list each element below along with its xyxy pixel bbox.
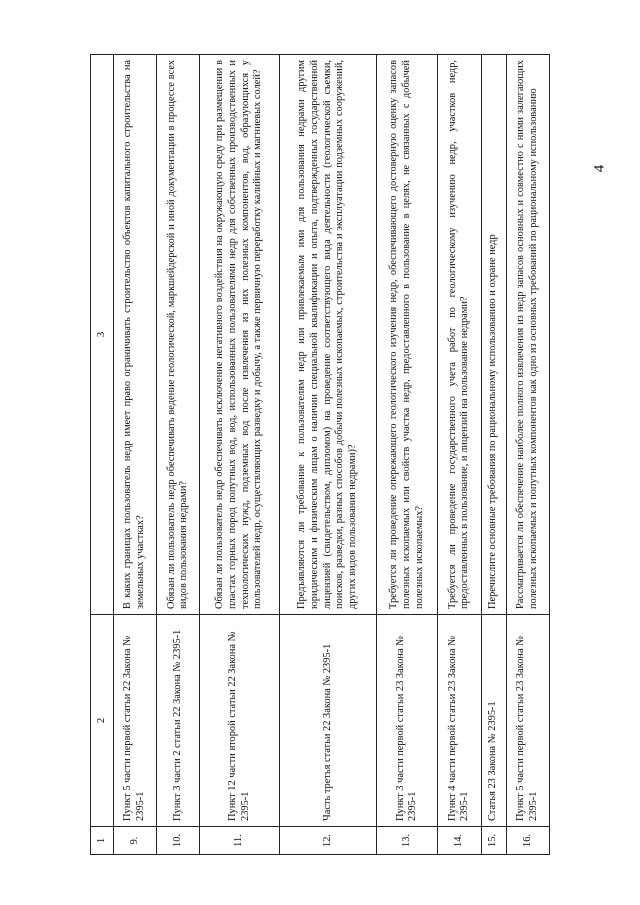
- table-row: [279, 55, 376, 855]
- table-row: [481, 55, 506, 855]
- question-text: Обязан ли пользователь недр обеспечивать ведение геологической, маркшейдерской и иной документации в процессе всех видов пользования недрами?: [157, 55, 200, 615]
- row-number: 9.: [114, 827, 157, 855]
- question-text: Требуется ли проведение опережающего геологического изучения недр, обеспечивающего достоверную оценку запасов полезных ископаемых или свойств участка недр, предоставленного в пользование в целях, не связанных с добычей полезных ископаемых?: [377, 55, 438, 615]
- legal-reference: Пункт 5 части первой статьи 22 Закона № 2395-1: [114, 615, 157, 827]
- legal-reference: Пункт 5 части первой статьи 23 Закона № 2395-1: [506, 615, 549, 827]
- row-number: 10.: [157, 827, 200, 855]
- table-row: [438, 55, 481, 855]
- row-number: 16.: [506, 827, 549, 855]
- row-number: 13.: [377, 827, 438, 855]
- column-header-2: 2: [91, 615, 114, 827]
- column-header-3: 3: [91, 55, 114, 615]
- legal-reference: Часть третья статьи 22 Закона № 2395-1: [279, 615, 376, 827]
- question-text: Рассматривается ли обеспечение наиболее полного извлечения из недр запасов основных и совместно с ними залегающих полезных ископаемых и попутных компонентов как одно из основных требований по рациональному использованию: [506, 55, 549, 615]
- row-number: 15.: [481, 827, 506, 855]
- row-number: 14.: [438, 827, 481, 855]
- table-row: [506, 55, 549, 855]
- table-row: [377, 55, 438, 855]
- question-text: Требуется ли проведение государственного учета работ по геологическому изучению недр, участков недр, предоставленных в пользование, и лицензий на пользование недрами?: [438, 55, 481, 615]
- rotated-table-content: [90, 55, 550, 855]
- question-text: Предъявляются ли требование к пользователям недр или привлекаемым ими для пользования недрами другим юридическим и физическим лицам о наличии специальной квалификации и опыта, подтвержденных государственной лицензией (свидетельством, дипломом) на проведение соответствующего вида деятельности (геологической съемки, поисков, разведки, разных способов добычи полезных ископаемых, строительства и эксплуатации подземных сооружений, других видов пользования недрами)?: [279, 55, 376, 615]
- table-header-row: [91, 55, 114, 855]
- questions-table: [90, 54, 550, 855]
- legal-reference: Пункт 12 части второй статьи 22 Закона № 2395-1: [200, 615, 279, 827]
- row-number: 11.: [200, 827, 279, 855]
- row-number: 12.: [279, 827, 376, 855]
- legal-reference: Пункт 4 части первой статьи 23 Закона № 2395-1: [438, 615, 481, 827]
- table-row: [157, 55, 200, 855]
- question-text: Обязан ли пользователь недр обеспечивать исключение негативного воздействия на окружающую среду при размещении в пластах горных пород попутных вод, вод, использованных пользователями недр для собственных производственных и технологических нужд, подземных вод после извлечения из них полезных компонентов, вод, образующихся у пользователей недр, осуществляющих разведку и добычу, а также первичную переработку калийных и магниевых солей?: [200, 55, 279, 615]
- question-text: Перечислите основные требования по рациональному использованию и охране недр: [481, 55, 506, 615]
- legal-reference: Пункт 3 части 2 статьи 22 Закона № 2395-1: [157, 615, 200, 827]
- page-number: 4: [591, 164, 608, 173]
- column-header-1: 1: [91, 827, 114, 855]
- legal-reference: Статья 23 Закона № 2395-1: [481, 615, 506, 827]
- rotated-table-container: [90, 55, 550, 855]
- table-row: [200, 55, 279, 855]
- table-row: [114, 55, 157, 855]
- legal-reference: Пункт 3 части первой статьи 23 Закона № 2395-1: [377, 615, 438, 827]
- question-text: В каких границах пользователь недр имеет право ограничивать строительство объектов капитального строительства на земельных участках?: [114, 55, 157, 615]
